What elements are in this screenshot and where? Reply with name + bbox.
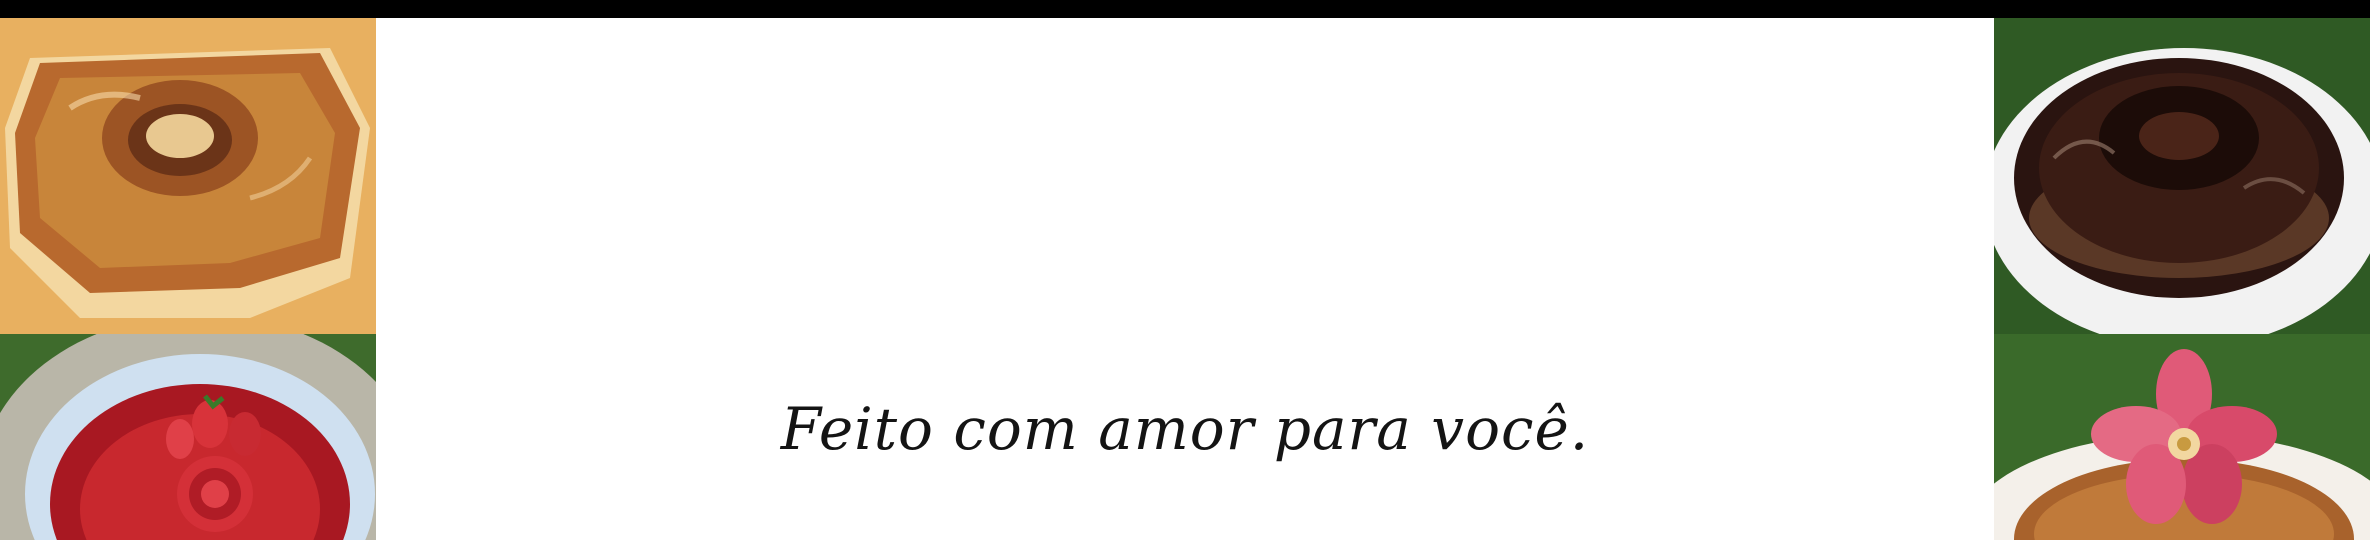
tagline: Feito com amor para você. [780, 395, 1590, 463]
caramel-pudding-image [0, 18, 376, 334]
strawberry-pudding-image [0, 334, 376, 540]
top-bar [0, 0, 2370, 18]
hibiscus-pudding-image [1994, 334, 2370, 540]
chocolate-pudding-image [1994, 18, 2370, 334]
